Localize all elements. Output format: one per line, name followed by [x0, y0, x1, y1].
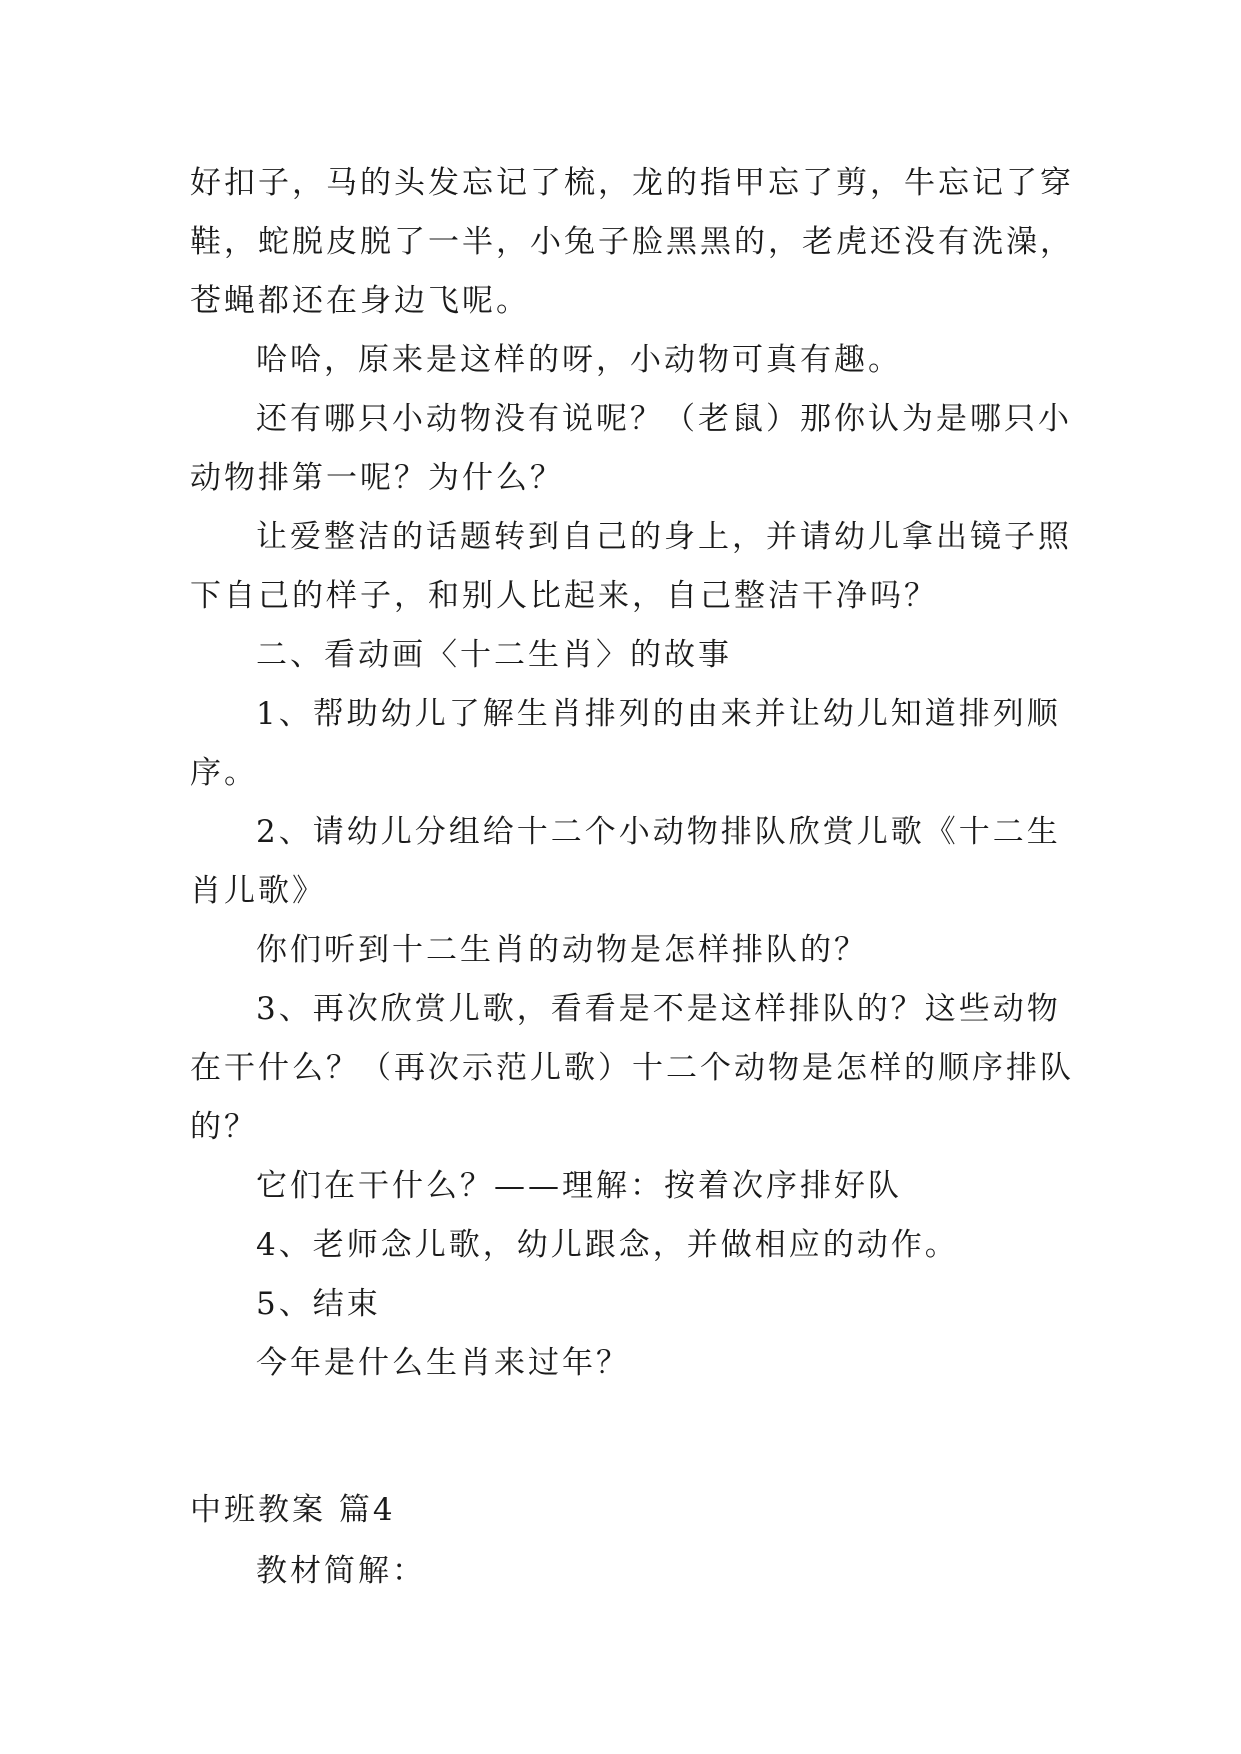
- list-item-line: 的？: [190, 1109, 258, 1145]
- paragraph-line: 动物排第一呢？为什么？: [190, 460, 564, 496]
- section-gap: [190, 1393, 1070, 1486]
- section-heading: 中班教案 篇4: [190, 1492, 396, 1528]
- paragraph-line: 下自己的样子，和别人比起来，自己整洁干净吗？: [190, 578, 938, 614]
- paragraph-line: 还有哪只小动物没有说呢？（老鼠）那你认为是哪只小: [256, 401, 1072, 437]
- paragraph-line: 苍蝇都还在身边飞呢。: [190, 283, 530, 319]
- paragraph-line: 哈哈，原来是这样的呀，小动物可真有趣。: [256, 342, 902, 378]
- list-item-line: 序。: [190, 755, 258, 791]
- paragraph-line: 好扣子，马的头发忘记了梳，龙的指甲忘了剪，牛忘记了穿: [190, 165, 1074, 201]
- subheading-line: 二、看动画〈十二生肖〉的故事: [256, 637, 732, 673]
- document-body: [190, 154, 1074, 1601]
- list-item-line: 在干什么？（再次示范儿歌）十二个动物是怎样的顺序排队: [190, 1050, 1074, 1086]
- list-item-line: 1、帮助幼儿了解生肖排列的由来并让幼儿知道排列顺: [256, 696, 1061, 732]
- list-item-line: 肖儿歌》: [190, 873, 326, 909]
- list-item-line: 5、结束: [256, 1286, 381, 1322]
- paragraph-line: 今年是什么生肖来过年？: [256, 1345, 630, 1381]
- list-item-line: 3、再次欣赏儿歌，看看是不是这样排队的？这些动物: [256, 991, 1061, 1027]
- paragraph-line: 让爱整洁的话题转到自己的身上，并请幼儿拿出镜子照: [256, 519, 1072, 555]
- paragraph-line: 你们听到十二生肖的动物是怎样排队的？: [256, 932, 868, 968]
- paragraph-line: 它们在干什么？——理解：按着次序排好队: [256, 1168, 902, 1204]
- list-item-line: 2、请幼儿分组给十二个小动物排队欣赏儿歌《十二生: [256, 814, 1061, 850]
- paragraph-line: 鞋，蛇脱皮脱了一半，小兔子脸黑黑的，老虎还没有洗澡，: [190, 224, 1074, 260]
- list-item-line: 4、老师念儿歌，幼儿跟念，并做相应的动作。: [256, 1227, 959, 1263]
- paragraph-line: 教材简解：: [256, 1553, 426, 1589]
